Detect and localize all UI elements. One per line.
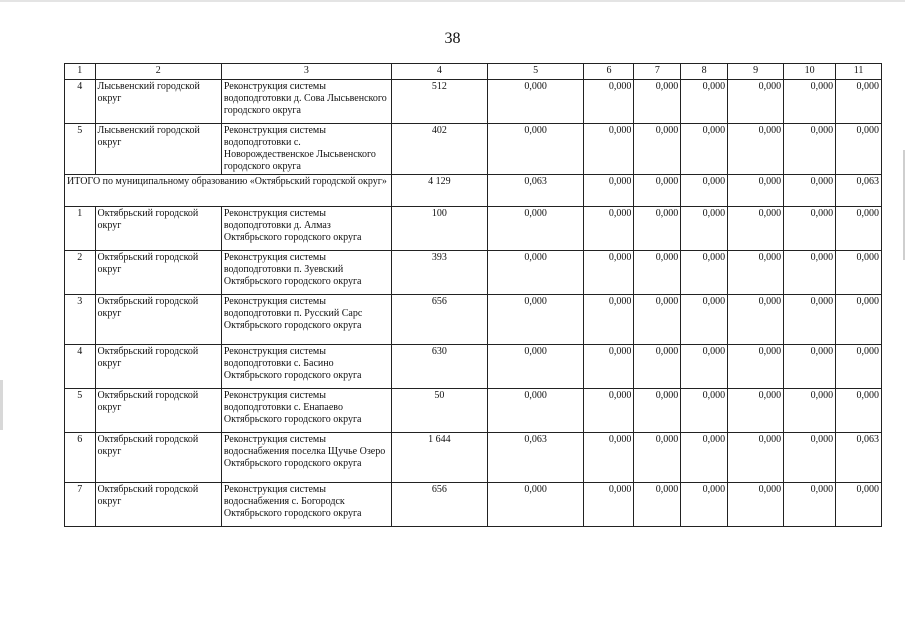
value-c11: 0,000 [836, 483, 882, 527]
cost-value: 512 [391, 80, 487, 124]
row-number: 5 [65, 389, 96, 433]
row-number: 3 [65, 295, 96, 345]
value-c7: 0,000 [634, 345, 681, 389]
value-c6: 0,000 [584, 345, 634, 389]
table-body [65, 80, 882, 527]
row-number: 4 [65, 345, 96, 389]
column-header-4: 4 [391, 64, 487, 80]
table-row [65, 389, 882, 433]
value-c7: 0,000 [634, 295, 681, 345]
table-row [65, 251, 882, 295]
value-c5: 0,063 [487, 433, 584, 483]
value-c8: 0,000 [681, 433, 728, 483]
value-c6: 0,000 [584, 295, 634, 345]
value-c5: 0,000 [487, 345, 584, 389]
cost-value: 402 [391, 124, 487, 175]
value-c10: 0,000 [784, 251, 836, 295]
value-c5: 0,000 [487, 389, 584, 433]
value-c8: 0,000 [681, 345, 728, 389]
table-row [65, 124, 882, 175]
district-name: Лысьвенский городской округ [95, 124, 221, 175]
value-c8: 0,000 [681, 295, 728, 345]
value-c5: 0,000 [487, 124, 584, 175]
value-c7: 0,000 [634, 483, 681, 527]
row-number: 1 [65, 207, 96, 251]
value-c8: 0,000 [681, 389, 728, 433]
value-c6: 0,000 [584, 80, 634, 124]
column-header-11: 11 [836, 64, 882, 80]
column-header-10: 10 [784, 64, 836, 80]
object-name: Реконструкция системы водоподготовки д. Сова Лысьвенского городского округа [221, 80, 391, 124]
value-c10: 0,000 [784, 124, 836, 175]
column-header-3: 3 [221, 64, 391, 80]
scan-edge-top [0, 0, 905, 2]
value-c6: 0,000 [584, 483, 634, 527]
value-c10: 0,000 [784, 295, 836, 345]
table-header-row [65, 64, 882, 80]
district-name: Октябрьский городской округ [95, 295, 221, 345]
value-c5: 0,000 [487, 207, 584, 251]
value-c8: 0,000 [681, 80, 728, 124]
cost-value: 630 [391, 345, 487, 389]
value-c11: 0,000 [836, 124, 882, 175]
value-c7: 0,000 [634, 389, 681, 433]
row-number: 7 [65, 483, 96, 527]
value-c10: 0,000 [784, 175, 836, 207]
value-c10: 0,000 [784, 433, 836, 483]
value-c9: 0,000 [728, 483, 784, 527]
district-name: Лысьвенский городской округ [95, 80, 221, 124]
value-c5: 0,000 [487, 483, 584, 527]
column-header-2: 2 [95, 64, 221, 80]
value-c9: 0,000 [728, 389, 784, 433]
scan-edge-mark-left [0, 380, 3, 430]
table-row [65, 433, 882, 483]
value-c6: 0,000 [584, 389, 634, 433]
cost-value: 393 [391, 251, 487, 295]
value-c11: 0,000 [836, 295, 882, 345]
value-c6: 0,000 [584, 433, 634, 483]
column-header-1: 1 [65, 64, 96, 80]
value-c9: 0,000 [728, 345, 784, 389]
cost-value: 100 [391, 207, 487, 251]
value-c10: 0,000 [784, 389, 836, 433]
investment-table [64, 63, 882, 527]
value-c5: 0,063 [487, 175, 584, 207]
cost-value: 50 [391, 389, 487, 433]
cost-value: 656 [391, 483, 487, 527]
cost-value: 656 [391, 295, 487, 345]
value-c8: 0,000 [681, 207, 728, 251]
total-label: ИТОГО по муниципальному образованию «Октябрьский городской округ» [65, 175, 392, 207]
page-number: 38 [444, 30, 461, 47]
table-row [65, 207, 882, 251]
district-name: Октябрьский городской округ [95, 207, 221, 251]
value-c7: 0,000 [634, 175, 681, 207]
row-number: 4 [65, 80, 96, 124]
value-c10: 0,000 [784, 345, 836, 389]
value-c11: 0,063 [836, 175, 882, 207]
value-c11: 0,000 [836, 345, 882, 389]
value-c6: 0,000 [584, 207, 634, 251]
value-c7: 0,000 [634, 80, 681, 124]
value-c9: 0,000 [728, 80, 784, 124]
value-c9: 0,000 [728, 175, 784, 207]
table-row [65, 483, 882, 527]
value-c9: 0,000 [728, 251, 784, 295]
object-name: Реконструкция системы водоснабжения поселка Щучье Озеро Октябрьского городского округа [221, 433, 391, 483]
value-c7: 0,000 [634, 433, 681, 483]
value-c6: 0,000 [584, 175, 634, 207]
object-name: Реконструкция системы водоснабжения с. Богородск Октябрьского городского округа [221, 483, 391, 527]
value-c11: 0,000 [836, 80, 882, 124]
column-header-6: 6 [584, 64, 634, 80]
value-c7: 0,000 [634, 207, 681, 251]
value-c5: 0,000 [487, 80, 584, 124]
column-header-7: 7 [634, 64, 681, 80]
object-name: Реконструкция системы водоподготовки п. Русский Сарс Октябрьского городского округа [221, 295, 391, 345]
district-name: Октябрьский городской округ [95, 251, 221, 295]
column-header-8: 8 [681, 64, 728, 80]
row-number: 6 [65, 433, 96, 483]
value-c11: 0,000 [836, 251, 882, 295]
value-c7: 0,000 [634, 251, 681, 295]
cost-value: 1 644 [391, 433, 487, 483]
district-name: Октябрьский городской округ [95, 389, 221, 433]
value-c8: 0,000 [681, 124, 728, 175]
object-name: Реконструкция системы водоподготовки с. Енапаево Октябрьского городского округа [221, 389, 391, 433]
district-name: Октябрьский городской округ [95, 483, 221, 527]
column-header-9: 9 [728, 64, 784, 80]
value-c10: 0,000 [784, 483, 836, 527]
value-c11: 0,000 [836, 207, 882, 251]
value-c6: 0,000 [584, 251, 634, 295]
value-c9: 0,000 [728, 295, 784, 345]
table-row [65, 345, 882, 389]
object-name: Реконструкция системы водоподготовки с. Новорождественское Лысьвенского городского округа [221, 124, 391, 175]
value-c8: 0,000 [681, 175, 728, 207]
value-c8: 0,000 [681, 251, 728, 295]
value-c6: 0,000 [584, 124, 634, 175]
object-name: Реконструкция системы водоподготовки д. Алмаз Октябрьского городского округа [221, 207, 391, 251]
value-c5: 0,000 [487, 295, 584, 345]
value-c7: 0,000 [634, 124, 681, 175]
total-row [65, 175, 882, 207]
value-c10: 0,000 [784, 80, 836, 124]
value-c8: 0,000 [681, 483, 728, 527]
table-row [65, 80, 882, 124]
value-c10: 0,000 [784, 207, 836, 251]
value-c5: 0,000 [487, 251, 584, 295]
value-c9: 0,000 [728, 124, 784, 175]
table-row [65, 295, 882, 345]
cost-value: 4 129 [391, 175, 487, 207]
district-name: Октябрьский городской округ [95, 433, 221, 483]
value-c9: 0,000 [728, 207, 784, 251]
row-number: 2 [65, 251, 96, 295]
column-header-5: 5 [487, 64, 584, 80]
row-number: 5 [65, 124, 96, 175]
value-c11: 0,063 [836, 433, 882, 483]
object-name: Реконструкция системы водоподготовки с. Басино Октябрьского городского округа [221, 345, 391, 389]
value-c9: 0,000 [728, 433, 784, 483]
object-name: Реконструкция системы водоподготовки п. Зуевский Октябрьского городского округа [221, 251, 391, 295]
value-c11: 0,000 [836, 389, 882, 433]
district-name: Октябрьский городской округ [95, 345, 221, 389]
